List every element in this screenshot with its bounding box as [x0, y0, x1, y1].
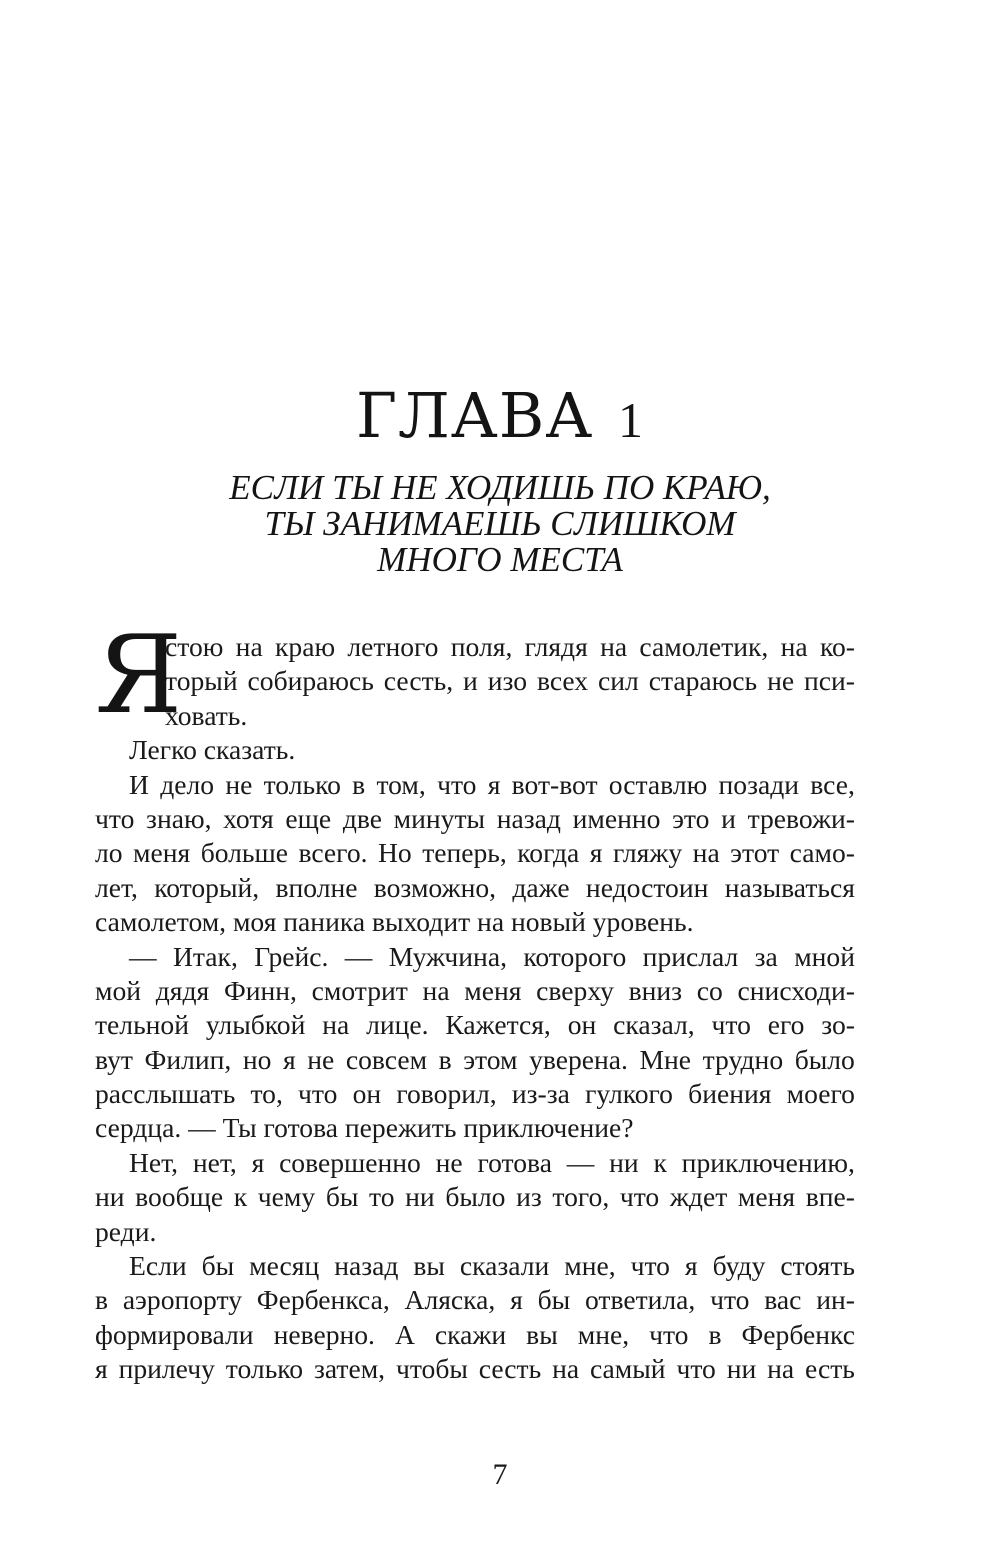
- text-word: на: [767, 1353, 795, 1385]
- text-word: позади: [718, 768, 800, 800]
- text-word: вут: [95, 1043, 133, 1075]
- chapter-subtitle-line: ТЫ ЗАНИМАЕШЬ СЛИШКОМ: [264, 504, 736, 543]
- text-word: А: [394, 1318, 415, 1350]
- text-word: ин-: [816, 1284, 855, 1316]
- text-word: я: [95, 1353, 108, 1385]
- text-word: больше: [200, 837, 289, 869]
- text-word: Но: [377, 837, 412, 869]
- text-word: в: [352, 768, 366, 800]
- text-word: вас: [764, 1284, 802, 1316]
- text-word: Фербенкс: [741, 1318, 855, 1350]
- text-line: [95, 1283, 855, 1317]
- text-word: вниз: [628, 974, 683, 1006]
- text-word: И: [129, 768, 149, 800]
- text-word: аэропорту: [122, 1284, 242, 1316]
- chapter-body-text: [95, 613, 855, 1387]
- text-word: поля,: [450, 631, 513, 662]
- text-word: что: [437, 768, 477, 800]
- chapter-subtitle: [0, 470, 1000, 578]
- text-word: приключению,: [681, 1146, 855, 1178]
- text-word: улыбкой: [205, 1009, 306, 1041]
- text-word: меня: [133, 837, 191, 869]
- text-line: [95, 1077, 855, 1111]
- text-word: из: [516, 1181, 542, 1213]
- text-word: снисходи-: [737, 974, 855, 1006]
- text-word: было: [445, 1181, 506, 1213]
- text-word: уверена.: [529, 1043, 628, 1075]
- text-word: гляжу: [612, 837, 683, 869]
- text-word: недостоин: [585, 871, 709, 903]
- text-line: [95, 1008, 855, 1042]
- text-word: сказал,: [613, 1009, 695, 1041]
- text-word: вы: [526, 1318, 558, 1350]
- text-line: сердца. — Ты готова пережить приключение?: [95, 1112, 634, 1144]
- text-word: за: [754, 940, 778, 972]
- text-word: на: [692, 837, 720, 869]
- text-line: самолетом, моя паника выходит на новый уровень.: [95, 906, 694, 938]
- text-word: бы: [325, 1181, 359, 1213]
- text-word: трудно: [702, 1043, 784, 1075]
- text-word: но: [242, 1043, 272, 1075]
- text-word: Итак,: [172, 940, 238, 972]
- text-word: мне,: [564, 1250, 616, 1282]
- text-word: —: [129, 940, 157, 972]
- text-word: ждет: [669, 1181, 728, 1213]
- text-word: всех: [536, 665, 589, 697]
- text-word: этот: [730, 837, 780, 869]
- text-word: на: [600, 631, 628, 662]
- text-word: Если: [129, 1250, 187, 1282]
- text-line: [95, 1043, 855, 1077]
- text-word: не: [435, 1146, 463, 1178]
- text-line: [95, 871, 855, 905]
- text-word: не: [225, 768, 253, 800]
- text-word: Финн,: [223, 974, 297, 1006]
- text-word: Грейс.: [254, 940, 329, 972]
- text-word: ни: [405, 1181, 435, 1213]
- text-word: назад: [496, 802, 561, 834]
- text-word: краю: [275, 631, 336, 662]
- text-word: прислал: [642, 940, 739, 972]
- chapter-subtitle-line: ЕСЛИ ТЫ НЕ ХОДИШЬ ПО КРАЮ,: [229, 468, 771, 507]
- text-word: минуты: [393, 802, 486, 834]
- text-word: к: [653, 1146, 667, 1178]
- text-word: что: [710, 1284, 750, 1316]
- text-word: биения: [688, 1078, 772, 1110]
- text-word: совершенно: [279, 1146, 421, 1178]
- text-word: том,: [376, 768, 426, 800]
- text-word: его: [767, 1009, 805, 1041]
- text-word: Фербенкса,: [256, 1284, 390, 1316]
- text-word: неверно.: [273, 1318, 375, 1350]
- chapter-heading: [0, 379, 1000, 452]
- page-number: 7: [492, 1458, 508, 1491]
- text-word: Кажется,: [445, 1009, 551, 1041]
- text-word: месяц: [249, 1250, 320, 1282]
- text-word: что: [649, 1318, 689, 1350]
- text-word: на: [422, 974, 450, 1006]
- text-word: я: [487, 768, 501, 800]
- text-word: даже: [512, 871, 570, 903]
- text-word: назад: [334, 1250, 399, 1282]
- text-word: когда: [517, 837, 580, 869]
- text-word: тревожи-: [747, 802, 855, 834]
- text-word: который,: [154, 871, 260, 903]
- text-word: ко-: [819, 631, 855, 662]
- text-word: ни: [726, 1353, 757, 1385]
- text-word: —: [566, 1146, 595, 1178]
- text-word: что: [676, 1353, 716, 1385]
- text-word: глядя: [524, 631, 588, 662]
- text-line: реди.: [95, 1215, 157, 1247]
- text-word: только: [263, 768, 341, 800]
- text-word: со: [696, 974, 723, 1006]
- text-word: лице.: [366, 1009, 429, 1041]
- text-word: сесть,: [383, 665, 454, 697]
- text-word: было: [794, 1043, 855, 1075]
- text-word: собираюсь: [247, 665, 374, 697]
- text-word: буду: [712, 1250, 766, 1282]
- text-word: ло: [95, 837, 123, 869]
- text-word: летного: [347, 631, 439, 662]
- text-word: в: [438, 1043, 452, 1075]
- text-word: говорил,: [396, 1078, 497, 1110]
- text-word: что: [619, 1181, 660, 1213]
- text-word: Нет,: [129, 1146, 179, 1178]
- text-word: торый: [165, 665, 238, 697]
- text-word: в: [708, 1318, 722, 1350]
- text-word: из-за: [511, 1078, 570, 1110]
- text-word: совсем: [345, 1043, 428, 1075]
- text-word: я: [510, 1284, 523, 1316]
- text-word: само-: [789, 837, 855, 869]
- text-word: Аляска,: [404, 1284, 496, 1316]
- text-word: сверху: [536, 974, 614, 1006]
- text-word: расслышать: [95, 1078, 236, 1110]
- text-word: не: [307, 1043, 335, 1075]
- text-word: ответила,: [584, 1284, 696, 1316]
- text-word: которого: [523, 940, 627, 972]
- text-word: ни: [609, 1146, 639, 1178]
- chapter-subtitle-line: МНОГО МЕСТА: [377, 540, 623, 579]
- text-word: мой: [95, 974, 142, 1006]
- text-word: зо-: [821, 1009, 855, 1041]
- text-word: возможно,: [373, 871, 497, 903]
- text-word: на: [322, 1009, 350, 1041]
- text-word: пси-: [804, 665, 855, 697]
- text-line: [95, 1352, 855, 1386]
- text-word: чтобы: [395, 1353, 468, 1385]
- text-word: ни: [95, 1181, 125, 1213]
- text-word: затем,: [313, 1353, 386, 1385]
- text-word: вот-вот: [511, 768, 598, 800]
- text-word: на: [780, 631, 808, 662]
- text-word: именно: [572, 802, 661, 834]
- text-word: две: [342, 802, 382, 834]
- text-word: тельной: [95, 1009, 189, 1041]
- text-word: Филип,: [144, 1043, 232, 1075]
- text-word: самолетик,: [639, 631, 769, 662]
- text-word: меня: [464, 974, 522, 1006]
- text-line: [95, 630, 855, 664]
- text-word: моего: [786, 1078, 855, 1110]
- text-word: что: [298, 1078, 338, 1110]
- text-word: что: [630, 1250, 670, 1282]
- text-word: чему: [257, 1181, 316, 1213]
- text-word: знаю,: [146, 802, 212, 834]
- text-word: к: [233, 1181, 248, 1213]
- text-word: этом: [463, 1043, 518, 1075]
- text-word: вполне: [275, 871, 358, 903]
- text-word: стараюсь: [648, 665, 758, 697]
- text-word: то: [369, 1181, 395, 1213]
- text-line: [95, 1318, 855, 1352]
- text-word: теперь,: [422, 837, 507, 869]
- text-word: прилечу: [118, 1353, 215, 1385]
- text-word: сказали: [459, 1250, 550, 1282]
- text-word: в: [95, 1284, 109, 1316]
- text-word: не: [767, 665, 795, 697]
- text-word: —: [344, 940, 373, 972]
- text-word: смотрит: [311, 974, 408, 1006]
- text-word: мной: [794, 940, 855, 972]
- text-word: скажи: [434, 1318, 507, 1350]
- text-line: ховать.: [165, 699, 248, 731]
- text-word: есть: [805, 1353, 855, 1385]
- text-word: сесть: [478, 1353, 542, 1385]
- text-word: это: [672, 802, 710, 834]
- text-word: Мне: [639, 1043, 692, 1075]
- text-word: самый: [589, 1353, 666, 1385]
- text-word: лет,: [95, 871, 138, 903]
- text-word: впе-: [805, 1181, 855, 1213]
- text-word: гулкого: [585, 1078, 673, 1110]
- chapter-number: 1: [617, 392, 644, 448]
- text-word: на: [552, 1353, 580, 1385]
- drop-cap: Я: [95, 613, 183, 738]
- text-word: называться: [724, 871, 855, 903]
- text-word: нет,: [192, 1146, 237, 1178]
- text-word: и: [721, 802, 736, 834]
- text-word: меня: [737, 1181, 796, 1213]
- text-word: формировали: [95, 1318, 254, 1350]
- text-line: [95, 1249, 855, 1283]
- text-word: я: [589, 837, 603, 869]
- text-line: [95, 974, 855, 1008]
- text-line: [95, 1180, 855, 1214]
- text-line: [95, 836, 855, 870]
- text-word: мне,: [577, 1318, 630, 1350]
- text-word: я: [283, 1043, 296, 1075]
- text-word: сил: [598, 665, 639, 697]
- text-word: он: [352, 1078, 382, 1110]
- text-word: бы: [537, 1284, 571, 1316]
- text-word: только: [225, 1353, 304, 1385]
- text-word: дядя: [155, 974, 210, 1006]
- text-word: изо: [487, 665, 528, 697]
- text-word: бы: [201, 1250, 235, 1282]
- text-word: дело: [160, 768, 215, 800]
- text-word: он: [567, 1009, 597, 1041]
- text-word: то,: [250, 1078, 283, 1110]
- text-word: вообще: [135, 1181, 224, 1213]
- text-word: все,: [810, 768, 855, 800]
- text-word: стоять: [780, 1250, 855, 1282]
- text-line: [95, 802, 855, 836]
- text-word: вы: [413, 1250, 445, 1282]
- text-line: Легко сказать.: [129, 734, 296, 766]
- text-word: всего.: [298, 837, 368, 869]
- text-word: я: [684, 1250, 698, 1282]
- text-line: [95, 768, 855, 802]
- text-line: [95, 664, 855, 698]
- text-word: я: [251, 1146, 265, 1178]
- text-line: [95, 940, 855, 974]
- text-word: того,: [552, 1181, 610, 1213]
- text-word: что: [95, 802, 135, 834]
- text-word: стою: [165, 631, 224, 662]
- chapter-heading-word: ГЛАВА: [356, 379, 594, 452]
- text-word: еще: [285, 802, 332, 834]
- text-line: [95, 1146, 855, 1180]
- text-word: хотя: [223, 802, 274, 834]
- text-word: оставлю: [608, 768, 708, 800]
- text-word: готова: [477, 1146, 552, 1178]
- text-word: что: [711, 1009, 751, 1041]
- text-word: Мужчина,: [388, 940, 507, 972]
- text-word: и: [463, 665, 478, 697]
- text-word: на: [235, 631, 263, 662]
